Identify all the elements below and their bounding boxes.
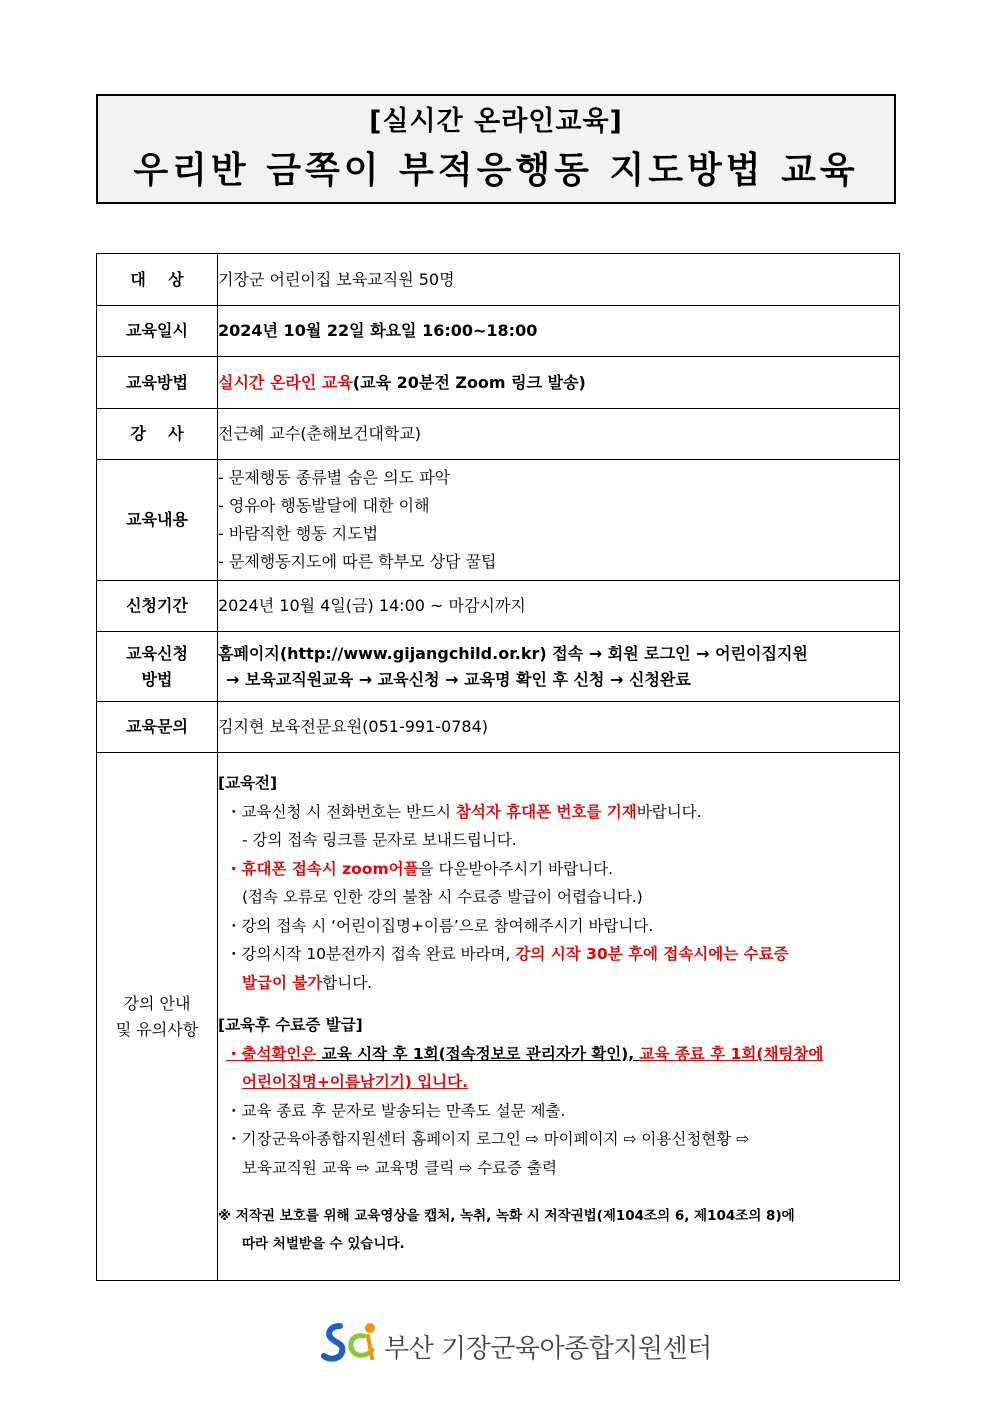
value-notes [218,753,900,1281]
label-apply-line1: 교육신청 [126,643,188,663]
note-after-1-cont: 어린이집명+이름남기기) 입니다. [242,1073,469,1091]
note-before-3: ・강의 접속 시 ‘어린이집명+이름’으로 참여해주시기 바랍니다. [226,916,654,935]
apply-line2: → 보육교직원교육 → 교육신청 → 교육명 확인 후 신청 → 신청완료 [226,669,691,689]
note-before-1: ・교육신청 시 전화번호는 반드시 참석자 휴대폰 번호를 기재바랍니다. [226,802,702,821]
method-highlight: 실시간 온라인 교육 [218,372,353,392]
value-content [218,460,900,581]
note-after-1: ・출석확인은 교육 시작 후 1회(접속정보로 관리자가 확인), 교육 종료 후 1회(채팅창에 [226,1044,824,1063]
organization-name: 부산 기장군육아종합지원센터 [384,1334,712,1364]
row-date [97,306,900,357]
copyright-notice-line1: ※ 저작권 보호를 위해 교육영상을 캡처, 녹취, 녹화 시 저작권법(제104조의 6, 제104조의 8)에 [218,1208,795,1224]
value-date: 2024년 10월 22일 화요일 16:00~18:00 [218,306,900,357]
copyright-notice-line2: 따라 처벌받을 수 있습니다. [242,1236,405,1252]
row-lecturer [97,409,900,460]
content-item: - 문제행동지도에 따른 학부모 상담 꿀팁 [218,552,497,571]
row-method [97,357,900,409]
info-table [96,253,900,1281]
page-title: 우리반 금쪽이 부적응행동 지도방법 교육 [133,150,859,191]
note-before-1-sub: - 강의 접속 링크를 문자로 보내드립니다. [242,831,517,849]
row-notes [97,753,900,1281]
label-apply [97,632,218,702]
before-heading: [교육전] [218,774,278,792]
content-item: - 문제행동 종류별 숨은 의도 파악 [218,468,451,487]
apply-line1: 홈페이지(http://www.gijangchild.or.kr) 접속 → 회원 로그인 → 어린이집지원 [218,643,808,663]
row-inquiry [97,702,900,753]
value-inquiry: 김지현 보육전문요원(051-991-0784) [218,702,900,753]
content-item: - 바람직한 행동 지도법 [218,524,379,543]
value-target: 기장군 어린이집 보육교직원 50명 [218,254,900,306]
note-before-4-cont: 발급이 불가합니다. [242,973,373,992]
label-content: 교육내용 [97,460,218,581]
note-before-2-sub: (접속 오류로 인한 강의 불참 시 수료증 발급이 어렵습니다.) [242,888,643,906]
row-content [97,460,900,581]
label-apply-line2: 방법 [141,669,173,689]
value-lecturer: 전근혜 교수(춘해보건대학교) [218,409,900,460]
value-method [218,357,900,409]
label-target: 대 상 [97,254,218,306]
footer [320,1320,720,1366]
center-logo-icon [320,1320,380,1366]
label-notes [97,753,218,1281]
row-apply [97,632,900,702]
note-after-3-sub: 보육교직원 교육 ⇨ 교육명 클릭 ⇨ 수료증 출력 [242,1158,558,1177]
row-target [97,254,900,306]
note-after-3: ・기장군육아종합지원센터 홈페이지 로그인 ⇨ 마이페이지 ⇨ 이용신청현황 ⇨ [226,1130,750,1148]
note-before-2: ・휴대폰 접속시 zoom어플을 다운받아주시기 바랍니다. [226,859,614,878]
label-method: 교육방법 [97,357,218,409]
title-box [96,94,896,204]
label-lecturer: 강 사 [97,409,218,460]
title-subheading: [실시간 온라인교육] [369,106,623,137]
value-apply [218,632,900,702]
label-period: 신청기간 [97,581,218,632]
method-detail: (교육 20분전 Zoom 링크 발송) [352,372,586,392]
after-heading: [교육후 수료증 발급] [218,1016,363,1034]
label-notes-line1: 강의 안내 [123,993,191,1013]
label-date: 교육일시 [97,306,218,357]
note-before-4: ・강의시작 10분전까지 접속 완료 바라며, 강의 시작 30분 후에 접속시에는 수료증 [226,945,789,963]
row-period [97,581,900,632]
value-period: 2024년 10월 4일(금) 14:00 ~ 마감시까지 [218,581,900,632]
note-after-2: ・교육 종료 후 문자로 발송되는 만족도 설문 제출. [226,1101,566,1120]
label-notes-line2: 및 유의사항 [115,1019,199,1039]
label-inquiry: 교육문의 [97,702,218,753]
content-item: - 영유아 행동발달에 대한 이해 [218,496,430,515]
